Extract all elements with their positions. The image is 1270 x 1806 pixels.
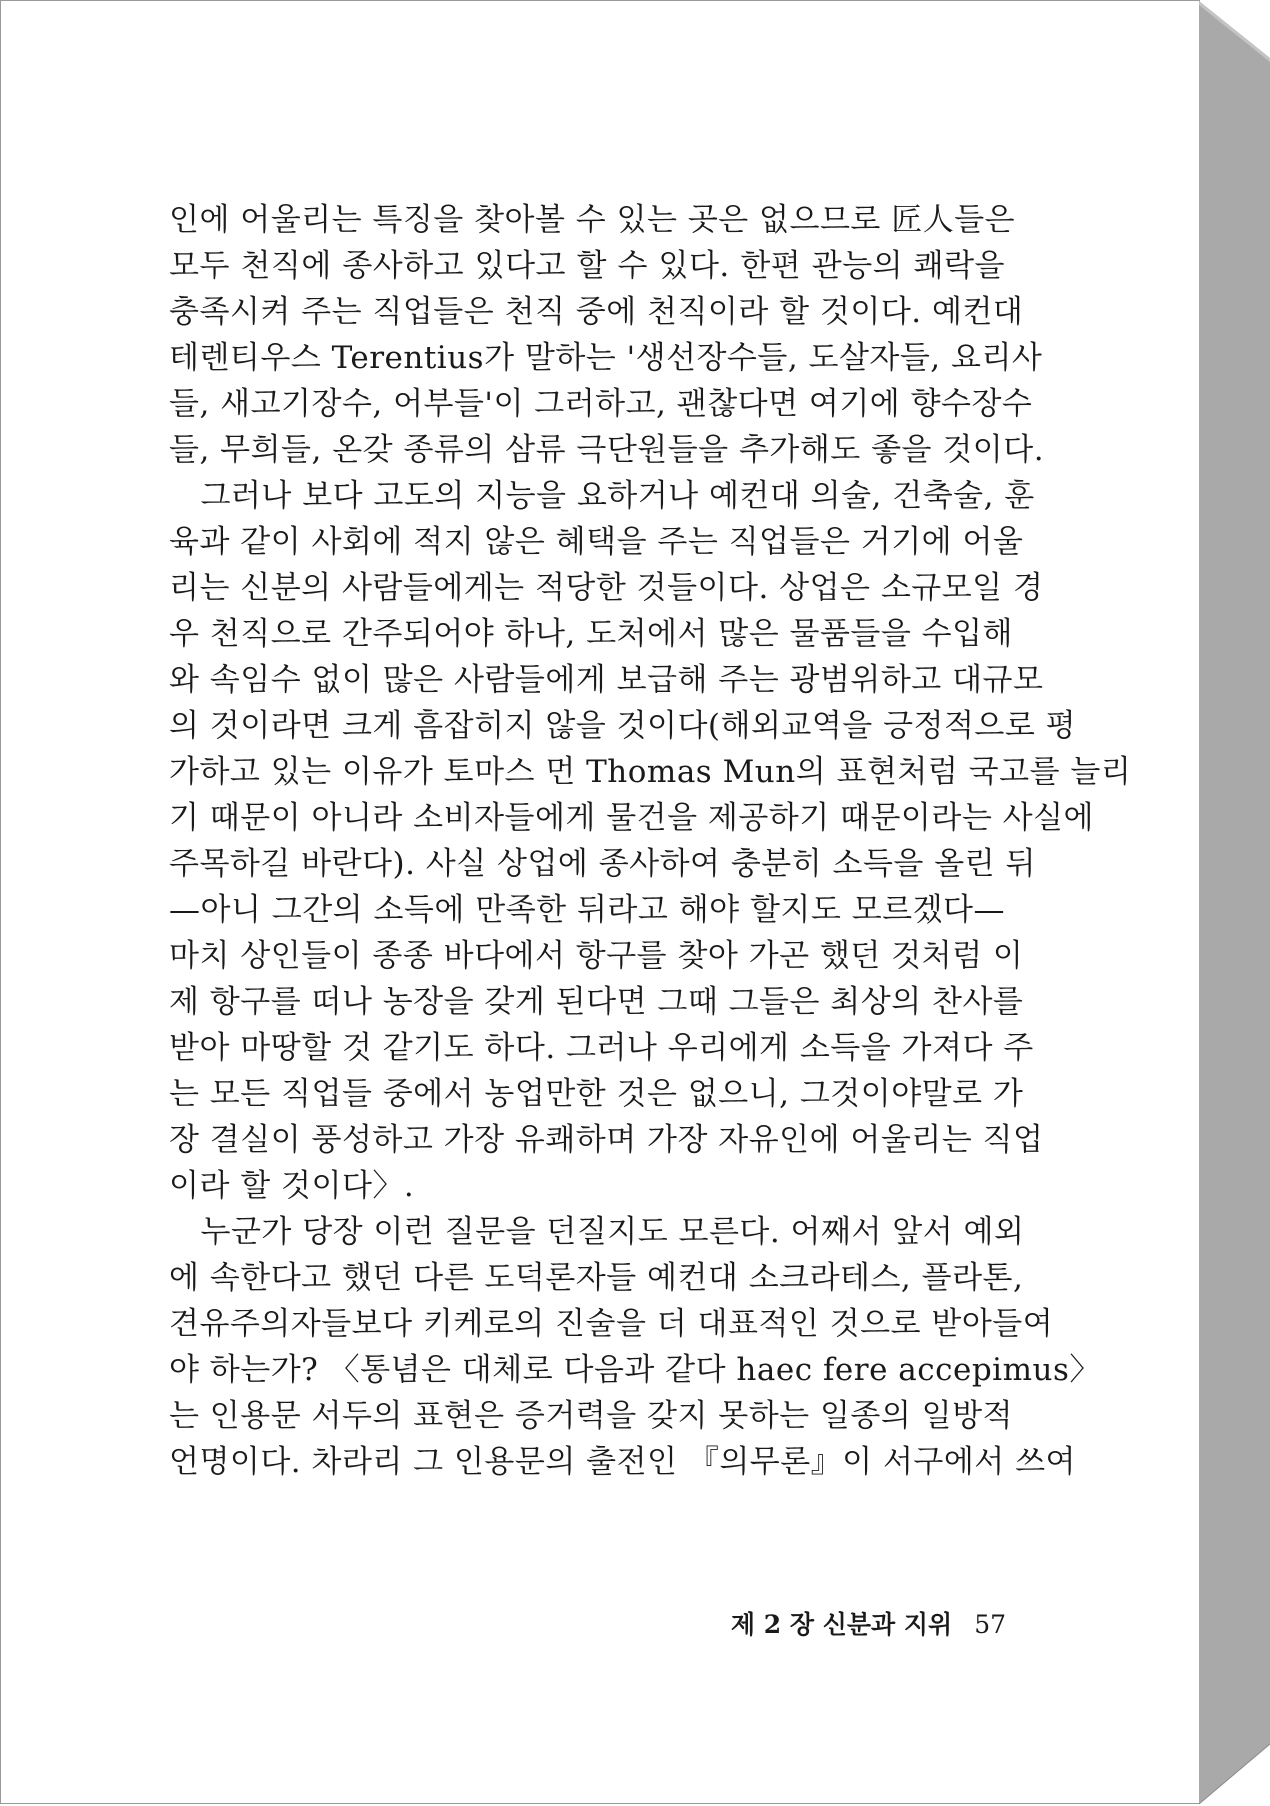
- text-line: 인에 어울리는 특징을 찾아볼 수 있는 곳은 없으므로 匠人들은: [169, 202, 1016, 238]
- text-line: 주목하길 바란다). 사실 상업에 종사하여 충분히 소득을 올린 뒤: [169, 846, 1036, 882]
- page-number: 57: [974, 1610, 1006, 1639]
- text-line: 육과 같이 사회에 적지 않은 혜택을 주는 직업들은 거기에 어울: [169, 524, 1024, 560]
- text-line: 충족시켜 주는 직업들은 천직 중에 천직이라 할 것이다. 예컨대: [169, 294, 1024, 330]
- text-line: 는 모든 직업들 중에서 농업만한 것은 없으니, 그것이야말로 가: [169, 1076, 1024, 1112]
- text-line: 리는 신분의 사람들에게는 적당한 것들이다. 상업은 소규모일 경: [169, 570, 1044, 606]
- text-line: 와 속임수 없이 많은 사람들에게 보급해 주는 광범위하고 대규모: [169, 662, 1044, 698]
- text-line: 받아 마땅할 것 같기도 하다. 그러나 우리에게 소득을 가져다 주: [169, 1030, 1034, 1066]
- chapter-title: 제 2 장 신분과 지위: [730, 1610, 953, 1639]
- text-line: 마치 상인들이 종종 바다에서 항구를 찾아 가곤 했던 것처럼 이: [169, 938, 1024, 974]
- text-line: 모두 천직에 종사하고 있다고 할 수 있다. 한편 관능의 쾌락을: [169, 248, 1005, 284]
- page-edge-shadow: [1199, 0, 1270, 1806]
- running-footer: [601, 1607, 1006, 1643]
- text-line: 테렌티우스 Terentius가 말하는 '생선장수들, 도살자들, 요리사: [169, 340, 1043, 376]
- text-line: —아니 그간의 소득에 만족한 뒤라고 해야 할지도 모르겠다—: [169, 892, 1005, 928]
- text-line: 기 때문이 아니라 소비자들에게 물건을 제공하기 때문이라는 사실에: [169, 800, 1094, 836]
- text-line: 들, 무희들, 온갖 종류의 삼류 극단원들을 추가해도 좋을 것이다.: [169, 432, 1045, 468]
- text-line: 견유주의자들보다 키케로의 진술을 더 대표적인 것으로 받아들여: [169, 1306, 1054, 1342]
- text-line: 제 항구를 떠나 농장을 갖게 된다면 그때 그들은 최상의 찬사를: [169, 984, 1024, 1020]
- text-line: 장 결실이 풍성하고 가장 유쾌하며 가장 자유인에 어울리는 직업: [169, 1122, 1044, 1158]
- text-line: 우 천직으로 간주되어야 하나, 도처에서 많은 물품들을 수입해: [169, 616, 1013, 652]
- text-line: 누군가 당장 이런 질문을 던질지도 모른다. 어째서 앞서 예외: [169, 1214, 1025, 1250]
- text-line: 의 것이라면 크게 흠잡히지 않을 것이다(해외교역을 긍정적으로 평: [169, 708, 1077, 744]
- text-line: 들, 새고기장수, 어부들'이 그러하고, 괜찮다면 여기에 향수장수: [169, 386, 1033, 422]
- body-text: [169, 197, 1132, 1485]
- text-line: 야 하는가? 〈통념은 대체로 다음과 같다 haec fere accepimus〉: [169, 1352, 1101, 1388]
- text-line: 에 속한다고 했던 다른 도덕론자들 예컨대 소크라테스, 플라톤,: [169, 1260, 1024, 1296]
- text-line: 가하고 있는 이유가 토마스 먼 Thomas Mun의 표현처럼 국고를 늘리: [169, 754, 1132, 790]
- text-line: 는 인용문 서두의 표현은 증거력을 갖지 못하는 일종의 일방적: [169, 1398, 1013, 1434]
- text-line: 언명이다. 차라리 그 인용문의 출전인 『의무론』이 서구에서 쓰여: [169, 1444, 1076, 1480]
- text-line: 이라 할 것이다〉.: [169, 1168, 415, 1204]
- text-line: 그러나 보다 고도의 지능을 요하거나 예컨대 의술, 건축술, 훈: [169, 478, 1035, 514]
